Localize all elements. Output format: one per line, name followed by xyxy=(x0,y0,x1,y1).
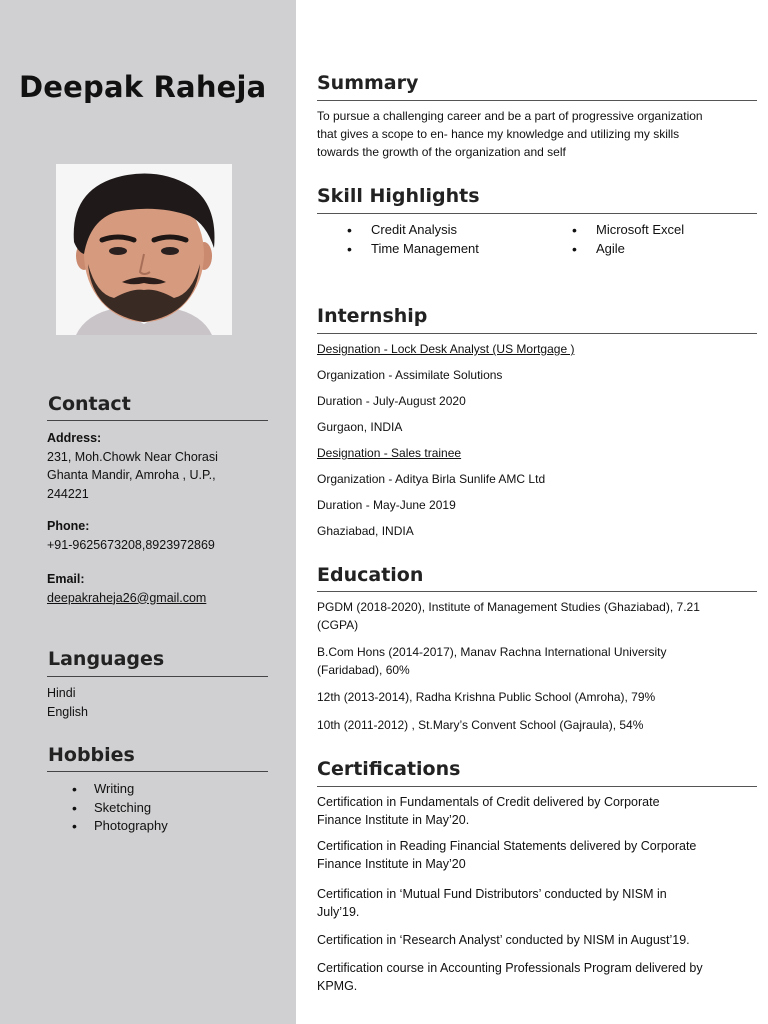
education-item xyxy=(317,598,749,634)
certification-line: Certification in Reading Financial Statements delivered by Corporate xyxy=(317,839,697,853)
hobbies-divider xyxy=(47,771,268,772)
hobby-item: • Photography xyxy=(72,817,168,836)
address-line-1: 231, Moh.Chowk Near Chorasi xyxy=(47,449,218,464)
address-line-2: Ghanta Mandir, Amroha , U.P., xyxy=(47,468,216,482)
education-line: PGDM (2018-2020), Institute of Management Studies (Ghaziabad), 7.21 xyxy=(317,600,700,614)
languages-divider xyxy=(47,676,268,677)
hobby-item: • Sketching xyxy=(72,799,168,818)
internship-location-2: Ghaziabad, INDIA xyxy=(317,524,414,538)
contact-email xyxy=(47,570,272,607)
skills-column-2 xyxy=(572,221,684,258)
certification-line: KPMG. xyxy=(317,978,358,993)
skill-item: • Agile xyxy=(572,240,684,259)
profile-photo-image xyxy=(56,164,232,335)
summary-line: To pursue a challenging career and be a part of progressive organization xyxy=(317,109,703,123)
education-line: B.Com Hons (2014-2017), Manav Rachna International University xyxy=(317,645,667,659)
education-item xyxy=(317,688,749,706)
certification-line: Finance Institute in May’20 xyxy=(317,856,466,871)
certification-item xyxy=(317,960,757,995)
hobbies-heading: Hobbies xyxy=(48,744,135,766)
internship-divider xyxy=(317,333,757,334)
certification-line: Finance Institute in May’20. xyxy=(317,812,470,827)
phone-label: Phone: xyxy=(47,519,90,533)
address-label: Address: xyxy=(47,431,102,445)
internship-location-1: Gurgaon, INDIA xyxy=(317,420,403,434)
summary-line: that gives a scope to en- hance my knowledge and utilizing my skills xyxy=(317,127,680,141)
certification-line: Certification in Fundamentals of Credit delivered by Corporate xyxy=(317,795,660,809)
contact-heading: Contact xyxy=(48,393,131,415)
education-heading: Education xyxy=(317,564,424,586)
hobby-item: • Writing xyxy=(72,780,168,799)
internship-designation-1: Designation - Lock Desk Analyst (US Mortgage ) xyxy=(317,342,575,356)
certification-item xyxy=(317,838,757,873)
certification-item xyxy=(317,794,757,829)
internship-duration-1: Duration - July-August 2020 xyxy=(317,394,466,408)
summary-line: towards the growth of the organization and self xyxy=(317,145,566,159)
certification-item xyxy=(317,932,757,950)
contact-phone xyxy=(47,517,272,554)
certification-item xyxy=(317,886,757,921)
summary-heading: Summary xyxy=(317,72,419,94)
certifications-divider xyxy=(317,786,757,787)
education-item xyxy=(317,716,749,734)
skill-item: • Credit Analysis xyxy=(347,221,479,240)
languages-list xyxy=(47,684,272,721)
languages-heading: Languages xyxy=(48,648,165,670)
internship-duration-2: Duration - May-June 2019 xyxy=(317,498,456,512)
education-line: (Faridabad), 60% xyxy=(317,663,410,677)
summary-text xyxy=(317,107,749,161)
skill-item: • Microsoft Excel xyxy=(572,221,684,240)
skills-divider xyxy=(317,213,757,214)
profile-photo xyxy=(56,164,232,335)
summary-divider xyxy=(317,100,757,101)
internship-organization-2: Organization - Aditya Birla Sunlife AMC Ltd xyxy=(317,472,546,486)
email-link[interactable]: deepakraheja26@gmail.com xyxy=(47,590,207,605)
phone-number[interactable]: +91-9625673208,8923972869 xyxy=(47,537,215,552)
skills-column-1 xyxy=(347,221,479,258)
education-line: 10th (2011-2012) , St.Mary’s Convent School (Gajraula), 54% xyxy=(317,718,644,732)
education-divider xyxy=(317,591,757,592)
certification-line: Certification in ‘Research Analyst’ conducted by NISM in August’19. xyxy=(317,933,690,947)
skills-heading: Skill Highlights xyxy=(317,185,480,207)
education-line: 12th (2013-2014), Radha Krishna Public School (Amroha), 79% xyxy=(317,690,656,704)
certification-line: Certification course in Accounting Professionals Program delivered by xyxy=(317,961,703,975)
language-item: Hindi xyxy=(47,686,76,700)
email-label: Email: xyxy=(47,572,85,586)
hobbies-list xyxy=(72,780,168,836)
internship-organization-1: Organization - Assimilate Solutions xyxy=(317,368,503,382)
language-item: English xyxy=(47,704,88,719)
education-line: (CGPA) xyxy=(317,618,359,632)
address-line-3: 244221 xyxy=(47,486,89,501)
certification-line: Certification in ‘Mutual Fund Distributors’ conducted by NISM in xyxy=(317,887,667,901)
internship-heading: Internship xyxy=(317,305,428,327)
contact-address xyxy=(47,429,272,503)
contact-divider xyxy=(47,420,268,421)
sidebar xyxy=(0,0,296,1024)
education-item xyxy=(317,643,749,679)
certifications-heading: Certifications xyxy=(317,758,461,780)
candidate-name: Deepak Raheja xyxy=(19,70,267,104)
skill-item: • Time Management xyxy=(347,240,479,259)
certification-line: July’19. xyxy=(317,904,360,919)
internship-designation-2: Designation - Sales trainee xyxy=(317,446,462,460)
